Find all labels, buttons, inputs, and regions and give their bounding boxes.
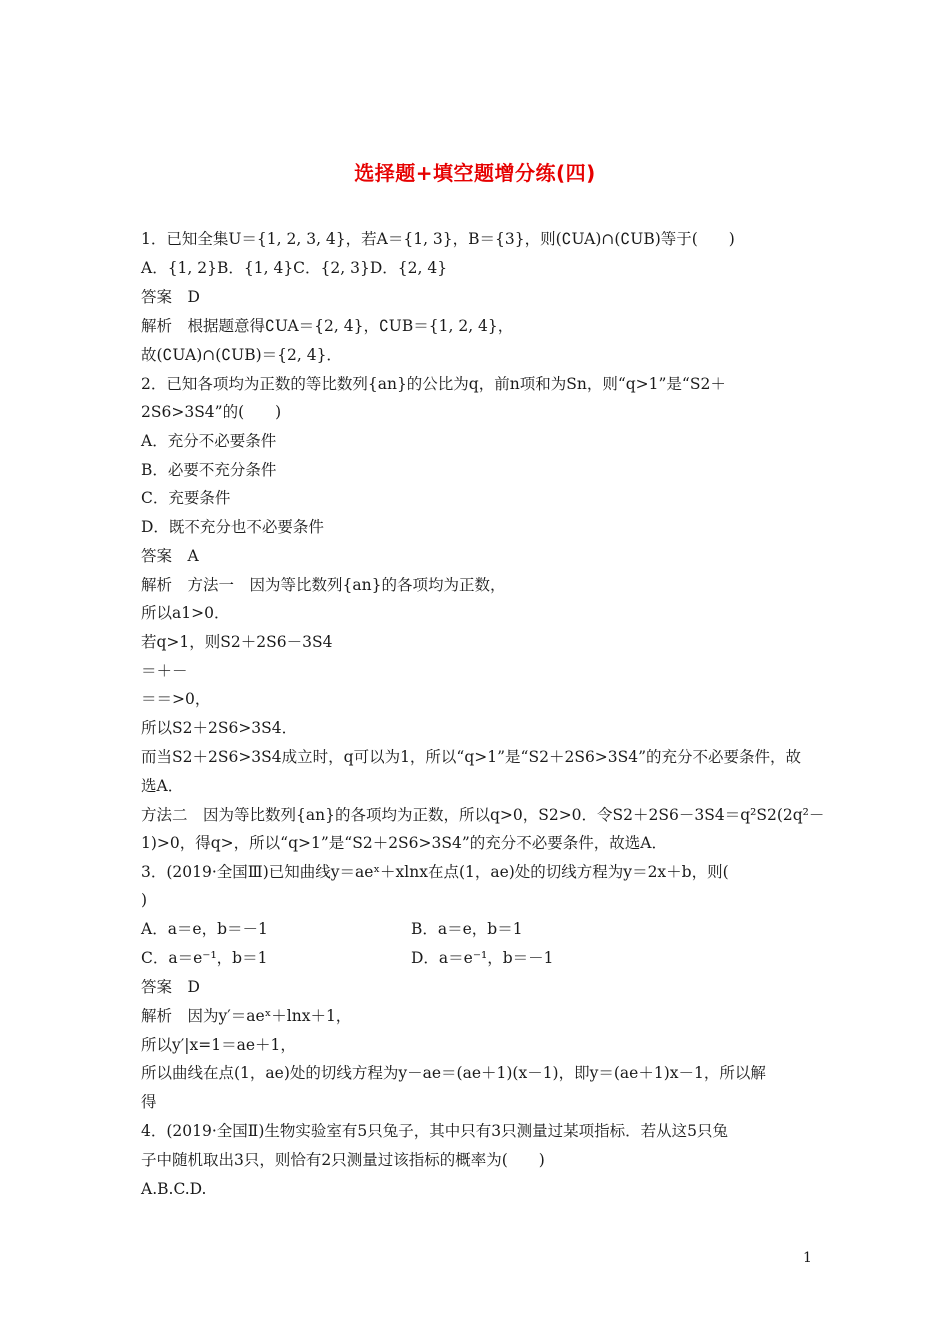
q4-stem: 子中随机取出3只，则恰有2只测量过该指标的概率为( ) [141, 1151, 545, 1169]
q2-analysis-line: 所以a1>0． [141, 604, 230, 622]
q2-method2-line: 1)>0，得q>，所以“q>1”是“S2＋2S6>3S4”的充分不必要条件，故选A． [141, 834, 667, 852]
q3-analysis-line: 所以曲线在点(1，ae)处的切线方程为y－ae＝(ae＋1)(x－1)，即y＝(ae＋1)x－1，所以解 [141, 1064, 766, 1082]
q3-analysis-line: 所以y′|x=1＝ae＋1， [141, 1036, 296, 1054]
q3-option-a: A．a＝e，b＝－1 [141, 920, 268, 938]
q2-option-a: A．充分不必要条件 [141, 432, 277, 450]
q1-analysis-line: 解析 根据题意得∁UA＝{2, 4}，∁UB＝{1, 2, 4}， [141, 317, 514, 335]
q2-analysis-line: 解析 方法一 因为等比数列{an}的各项均为正数， [141, 576, 506, 594]
q1-options: A．{1, 2}B．{1, 4}C．{2, 3}D．{2, 4} [141, 259, 448, 277]
q4-options: A.B.C.D. [141, 1180, 207, 1198]
q3-stem: ) [141, 891, 148, 909]
q2-method2-line: 方法二 因为等比数列{an}的各项均为正数，所以q>0，S2>0．令S2＋2S6－3S4＝q²S2(2q²－ [141, 806, 825, 824]
q1-stem: 1．已知全集U＝{1, 2, 3, 4}，若A＝{1, 3}，B＝{3}，则(∁UA)∩(∁UB)等于( ) [141, 230, 735, 248]
q2-analysis-line: 若q>1，则S2＋2S6－3S4 [141, 633, 333, 651]
q1-analysis-line: 故(∁UA)∩(∁UB)＝{2, 4}． [141, 346, 342, 364]
q2-analysis-line: ＝＝>0， [141, 690, 211, 708]
q3-analysis-line: 得 [141, 1093, 157, 1111]
q2-option-d: D．既不充分也不必要条件 [141, 518, 324, 536]
q3-option-b: B．a＝e，b＝1 [411, 920, 523, 938]
q2-option-b: B．必要不充分条件 [141, 461, 277, 479]
q2-stem: 2S6>3S4”的( ) [141, 403, 282, 421]
page-title: 选择题+填空题增分练(四) [354, 161, 596, 185]
q2-option-c: C．充要条件 [141, 489, 231, 507]
q3-option-c: C．a＝e⁻¹，b＝1 [141, 949, 268, 967]
q2-analysis-line: 选A． [141, 777, 184, 795]
q2-answer: 答案 A [141, 547, 199, 565]
q2-analysis-line: 而当S2＋2S6>3S4成立时，q可以为1，所以“q>1”是“S2＋2S6>3S4”的充分不必要条件，故 [141, 748, 802, 766]
q2-analysis-line: ＝＋－ [141, 662, 188, 680]
q3-analysis-line: 解析 因为y′＝aeˣ＋lnx＋1， [141, 1007, 352, 1025]
q4-stem: 4．(2019·全国Ⅱ)生物实验室有5只兔子，其中只有3只测量过某项指标．若从这5只兔 [141, 1122, 728, 1140]
q3-option-d: D．a＝e⁻¹，b＝－1 [411, 949, 554, 967]
q2-stem: 2．已知各项均为正数的等比数列{an}的公比为q，前n项和为Sn，则“q>1”是“S2＋ [141, 375, 726, 393]
q2-analysis-line: 所以S2＋2S6>3S4． [141, 719, 298, 737]
q3-answer: 答案 D [141, 978, 200, 996]
q3-stem: 3．(2019·全国Ⅲ)已知曲线y＝aeˣ＋xlnx在点(1，ae)处的切线方程为y＝2x＋b，则( [141, 863, 729, 881]
q1-answer: 答案 D [141, 288, 200, 306]
page-number: 1 [803, 1250, 812, 1266]
